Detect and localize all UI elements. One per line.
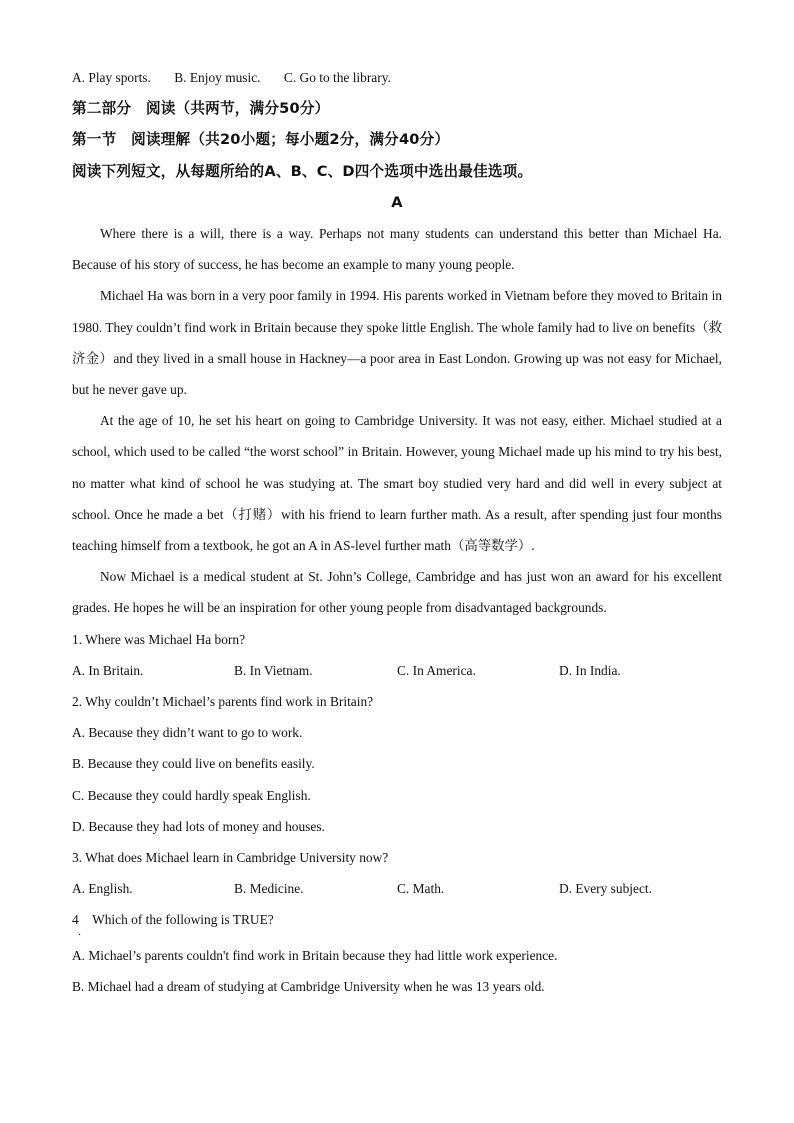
q1-option-b[interactable]: B. In Vietnam. — [234, 662, 313, 678]
paragraph-4: Now Michael is a medical student at St. John’s College, Cambridge and has just won an award for his excellent grades. He hopes he will be an inspiration for other young people from disadvantaged backgrounds. — [72, 569, 722, 616]
q2-option-a[interactable]: A. Because they didn’t want to go to work. — [72, 725, 303, 741]
part2-title: 第二部分 阅读（共两节，满分50分） — [72, 100, 330, 118]
q2-option-c[interactable]: C. Because they could hardly speak English. — [72, 787, 311, 803]
paragraph-1: Where there is a will, there is a way. Perhaps not many students can understand this better than Michael Ha. Because of his story of success, he has become an example to many young people. — [72, 226, 722, 273]
instruction: 阅读下列短文，从每题所给的A、B、C、D四个选项中选出最佳选项。 — [72, 162, 533, 180]
q4-option-b[interactable]: B. Michael had a dream of studying at Cambridge University when he was 13 years old. — [72, 978, 545, 994]
option-b[interactable]: B. Enjoy music. — [174, 70, 261, 85]
q1-option-c[interactable]: C. In America. — [397, 662, 476, 678]
question-3-stem: 3. What does Michael learn in Cambridge University now? — [72, 850, 389, 866]
passage-label: A — [391, 193, 403, 211]
q3-option-c[interactable]: C. Math. — [397, 881, 445, 897]
q3-option-a[interactable]: A. English. — [72, 881, 133, 897]
previous-question-options — [72, 62, 722, 93]
question-1-options — [72, 655, 722, 686]
q3-option-b[interactable]: B. Medicine. — [234, 881, 304, 897]
q2-option-d[interactable]: D. Because they had lots of money and houses. — [72, 818, 325, 834]
q1-option-d[interactable]: D. In India. — [559, 662, 621, 678]
option-a[interactable]: A. Play sports. — [72, 70, 151, 85]
paragraph-3: At the age of 10, he set his heart on going to Cambridge University. It was not easy, either. Michael studied at a school, which used to be called “the worst school” in Britain. However, young Michael made up his mind to try his best, no matter what kind of school he was studying at. The smart boy studied very hard and did well in every subject at school. Once he made a bet（打赌）with his friend to learn further math. As a result, after spending just four months teaching himself from a textbook, he got an A in AS-level further math（高等数学）. — [72, 413, 722, 554]
section1-title: 第一节 阅读理解（共20小题；每小题2分，满分40分） — [72, 131, 450, 149]
question-1-stem: 1. Where was Michael Ha born? — [72, 631, 246, 647]
q2-option-b[interactable]: B. Because they could live on benefits easily. — [72, 756, 315, 772]
question-2-stem: 2. Why couldn’t Michael’s parents find work in Britain? — [72, 694, 374, 710]
q4-option-a[interactable]: A. Michael’s parents couldn't find work in Britain because they had little work experience. — [72, 947, 558, 963]
paragraph-2: Michael Ha was born in a very poor family in 1994. His parents worked in Vietnam before they moved to Britain in 1980. They couldn’t find work in Britain because they spoke little English. The whole family had to live on benefits（救济金）and they lived in a small house in Hackney—a poor area in East London. Growing up was not easy for Michael, but he never gave up. — [72, 288, 722, 398]
question-3-options — [72, 873, 722, 904]
question-4-stem-dot: ． — [78, 926, 88, 938]
question-4-stem: 4 Which of the following is TRUE? — [72, 912, 274, 928]
exam-page — [72, 62, 722, 1002]
q3-option-d[interactable]: D. Every subject. — [559, 881, 652, 897]
option-c[interactable]: C. Go to the library. — [283, 70, 391, 85]
q1-option-a[interactable]: A. In Britain. — [72, 662, 144, 678]
